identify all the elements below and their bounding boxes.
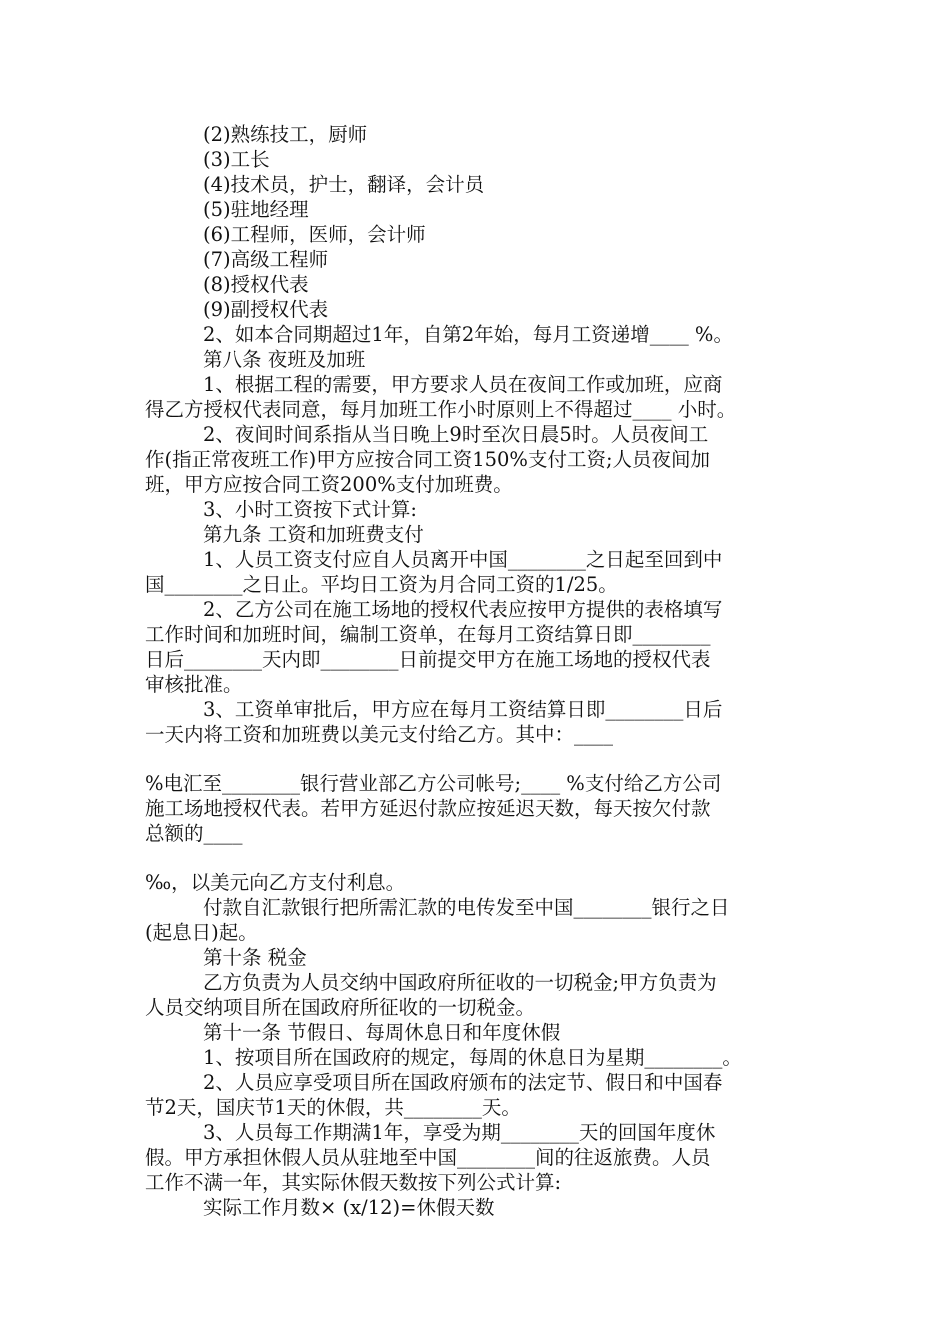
clause-text: 人员交纳项目所在国政府所征收的一切税金。 xyxy=(145,996,536,1019)
clause-text: 节2天，国庆节1天的休假，共________天。 xyxy=(145,1096,521,1119)
list-item: (4)技术员，护士，翻译，会计员 xyxy=(203,173,485,196)
clause-text: 实际工作月数× (x/12)=休假天数 xyxy=(203,1196,495,1219)
clause-text: 一天内将工资和加班费以美元支付给乙方。其中：____ xyxy=(145,723,614,746)
clause-text: ‰，以美元向乙方支付利息。 xyxy=(145,871,406,894)
list-item: (8)授权代表 xyxy=(203,273,309,296)
clause-text: 1、根据工程的需要，甲方要求人员在夜间工作或加班，应商 xyxy=(203,373,723,396)
clause-text: 3、工资单审批后，甲方应在每月工资结算日即________日后 xyxy=(203,698,723,721)
paragraph-gap xyxy=(145,747,810,771)
clause-text: 2、如本合同期超过1年，自第2年始，每月工资递增____ %。 xyxy=(203,323,733,346)
clause-text: 2、夜间时间系指从当日晚上9时至次日晨5时。人员夜间工 xyxy=(203,423,709,446)
clause-text: (起息日)起。 xyxy=(145,921,258,944)
clause-text: 工作时间和加班时间，编制工资单，在每月工资结算日即________ xyxy=(145,623,711,646)
clause-text: %电汇至________银行营业部乙方公司帐号;____ %支付给乙方公司 xyxy=(145,772,722,795)
clause-text: 作(指正常夜班工作)甲方应按合同工资150%支付工资;人员夜间加 xyxy=(145,448,711,471)
clause-text: 2、人员应享受项目所在国政府颁布的法定节、假日和中国春 xyxy=(203,1071,723,1094)
clause-text: 3、人员每工作期满1年，享受为期________天的回国年度休 xyxy=(203,1121,716,1144)
section-heading: 第九条 工资和加班费支付 xyxy=(203,523,424,546)
list-item: (5)驻地经理 xyxy=(203,198,309,221)
list-item: (3)工长 xyxy=(203,148,270,171)
clause-text: 日后________天内即________日前提交甲方在施工场地的授权代表 xyxy=(145,648,711,671)
list-item: (6)工程师，医师，会计师 xyxy=(203,223,426,246)
clause-text: 施工场地授权代表。若甲方延迟付款应按延迟天数，每天按欠付款 xyxy=(145,797,711,820)
clause-text: 得乙方授权代表同意，每月加班工作小时原则上不得超过____ 小时。 xyxy=(145,398,737,421)
section-heading: 第十条 税金 xyxy=(203,946,307,969)
clause-text: 假。甲方承担休假人员从驻地至中国________间的往返旅费。人员 xyxy=(145,1146,711,1169)
clause-text: 工作不满一年，其实际休假天数按下列公式计算: xyxy=(145,1171,562,1194)
list-item: (7)高级工程师 xyxy=(203,248,329,271)
clause-text: 1、人员工资支付应自人员离开中国________之日起至回到中 xyxy=(203,548,723,571)
clause-text: 付款自汇款银行把所需汇款的电传发至中国________银行之日 xyxy=(203,896,730,919)
list-item: (9)副授权代表 xyxy=(203,298,329,321)
clause-text: 班，甲方应按合同工资200%支付加班费。 xyxy=(145,473,513,496)
clause-text: 审核批准。 xyxy=(145,673,243,696)
paragraph-gap xyxy=(145,846,810,870)
clause-text: 国________之日止。平均日工资为月合同工资的1/25。 xyxy=(145,573,618,596)
clause-text: 乙方负责为人员交纳中国政府所征收的一切税金;甲方负责为 xyxy=(203,971,717,994)
clause-text: 3、小时工资按下式计算: xyxy=(203,498,417,521)
section-heading: 第十一条 节假日、每周休息日和年度休假 xyxy=(203,1021,561,1044)
clause-text: 2、乙方公司在施工场地的授权代表应按甲方提供的表格填写 xyxy=(203,598,723,621)
list-item: (2)熟练技工，厨师 xyxy=(203,123,368,146)
clause-text: 1、按项目所在国政府的规定，每周的休息日为星期________。 xyxy=(203,1046,742,1069)
section-heading: 第八条 夜班及加班 xyxy=(203,348,366,371)
clause-text: 总额的____ xyxy=(145,822,243,845)
document-body xyxy=(145,122,810,1220)
